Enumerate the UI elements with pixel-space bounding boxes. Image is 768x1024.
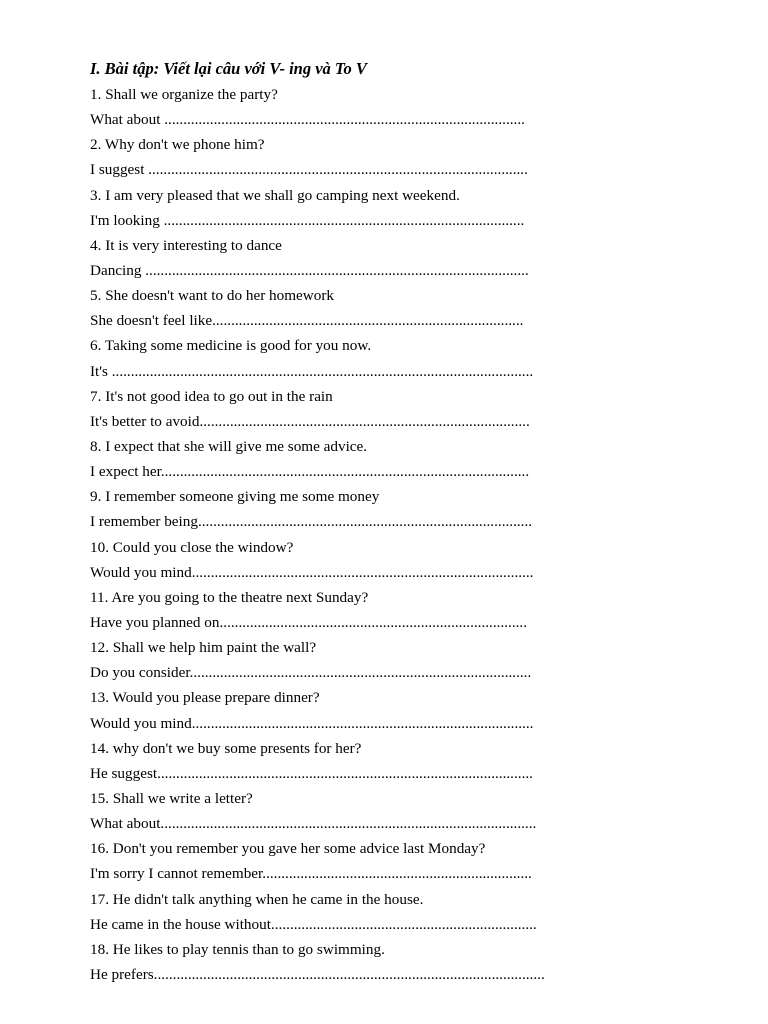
question-text: 8. I expect that she will give me some advice. — [90, 437, 368, 455]
exercise-item — [90, 285, 750, 335]
answer-prompt: Would you mind.......................................................................................... — [90, 563, 534, 581]
answer-prompt: I remember being........................................................................................ — [90, 513, 533, 531]
question-text: 5. She doesn't want to do her homework — [90, 287, 335, 305]
question-text: 13. Would you please prepare dinner? — [90, 689, 320, 707]
exercise-item — [90, 235, 750, 285]
answer-prompt: He suggest................................................................................................... — [90, 764, 533, 782]
question-text: 14. why don't we buy some presents for her? — [90, 739, 362, 757]
answer-prompt: She doesn't feel like.................................................................................. — [90, 312, 524, 330]
question-text: 1. Shall we organize the party? — [90, 86, 278, 103]
answer-prompt: Do you consider.......................................................................................... — [90, 664, 532, 682]
exercise-item — [90, 386, 750, 436]
question-text: 16. Don't you remember you gave her some advice last Monday? — [90, 840, 486, 858]
question-text: 2. Why don't we phone him? — [90, 136, 265, 154]
answer-prompt: I'm sorry I cannot remember....................................................................... — [90, 865, 532, 883]
answer-prompt: He prefers....................................................................................................... — [90, 965, 545, 983]
exercise-item — [90, 587, 750, 637]
exercise-item — [90, 537, 750, 587]
exercise-list — [90, 84, 750, 989]
exercise-item — [90, 185, 750, 235]
exercise-item — [90, 486, 750, 536]
question-text: 7. It's not good idea to go out in the rain — [90, 387, 333, 405]
exercise-item — [90, 738, 750, 788]
exercise-item — [90, 436, 750, 486]
exercise-item — [90, 687, 750, 737]
answer-prompt: Would you mind.......................................................................................... — [90, 714, 534, 732]
exercise-item — [90, 637, 750, 687]
exercise-item — [90, 838, 750, 888]
answer-prompt: I'm looking ............................................................................................... — [90, 211, 525, 229]
answer-prompt: It's ............................................................................................................... — [90, 362, 534, 380]
exercise-item — [90, 134, 750, 184]
answer-prompt: Have you planned on................................................................................. — [90, 613, 528, 631]
question-text: 11. Are you going to the theatre next Sunday? — [90, 588, 369, 606]
exercise-item — [90, 889, 750, 939]
question-text: 10. Could you close the window? — [90, 538, 294, 556]
question-text: 15. Shall we write a letter? — [90, 789, 253, 807]
question-text: 12. Shall we help him paint the wall? — [90, 639, 317, 657]
exercise-item — [90, 939, 750, 989]
answer-prompt: I expect her................................................................................................. — [90, 463, 530, 481]
exercise-item — [90, 335, 750, 385]
question-text: 6. Taking some medicine is good for you now. — [90, 337, 372, 355]
question-text: 3. I am very pleased that we shall go camping next weekend. — [90, 186, 460, 204]
exercise-title: I. Bài tập: Viết lại câu với V- ing và To V — [90, 59, 367, 78]
question-text: 18. He likes to play tennis than to go swimming. — [90, 940, 385, 958]
question-text: 17. He didn't talk anything when he came in the house. — [90, 890, 424, 908]
answer-prompt: I suggest .................................................................................................... — [90, 161, 528, 179]
exercise-item — [90, 84, 750, 134]
question-text: 9. I remember someone giving me some money — [90, 488, 380, 506]
answer-prompt: What about ............................................................................................... — [90, 111, 525, 129]
answer-prompt: He came in the house without...................................................................... — [90, 915, 537, 933]
exercise-item — [90, 788, 750, 838]
question-text: 4. It is very interesting to dance — [90, 236, 282, 254]
answer-prompt: Dancing ..................................................................................................... — [90, 261, 529, 279]
answer-prompt: What about................................................................................................... — [90, 815, 537, 833]
answer-prompt: It's better to avoid....................................................................................... — [90, 412, 530, 430]
